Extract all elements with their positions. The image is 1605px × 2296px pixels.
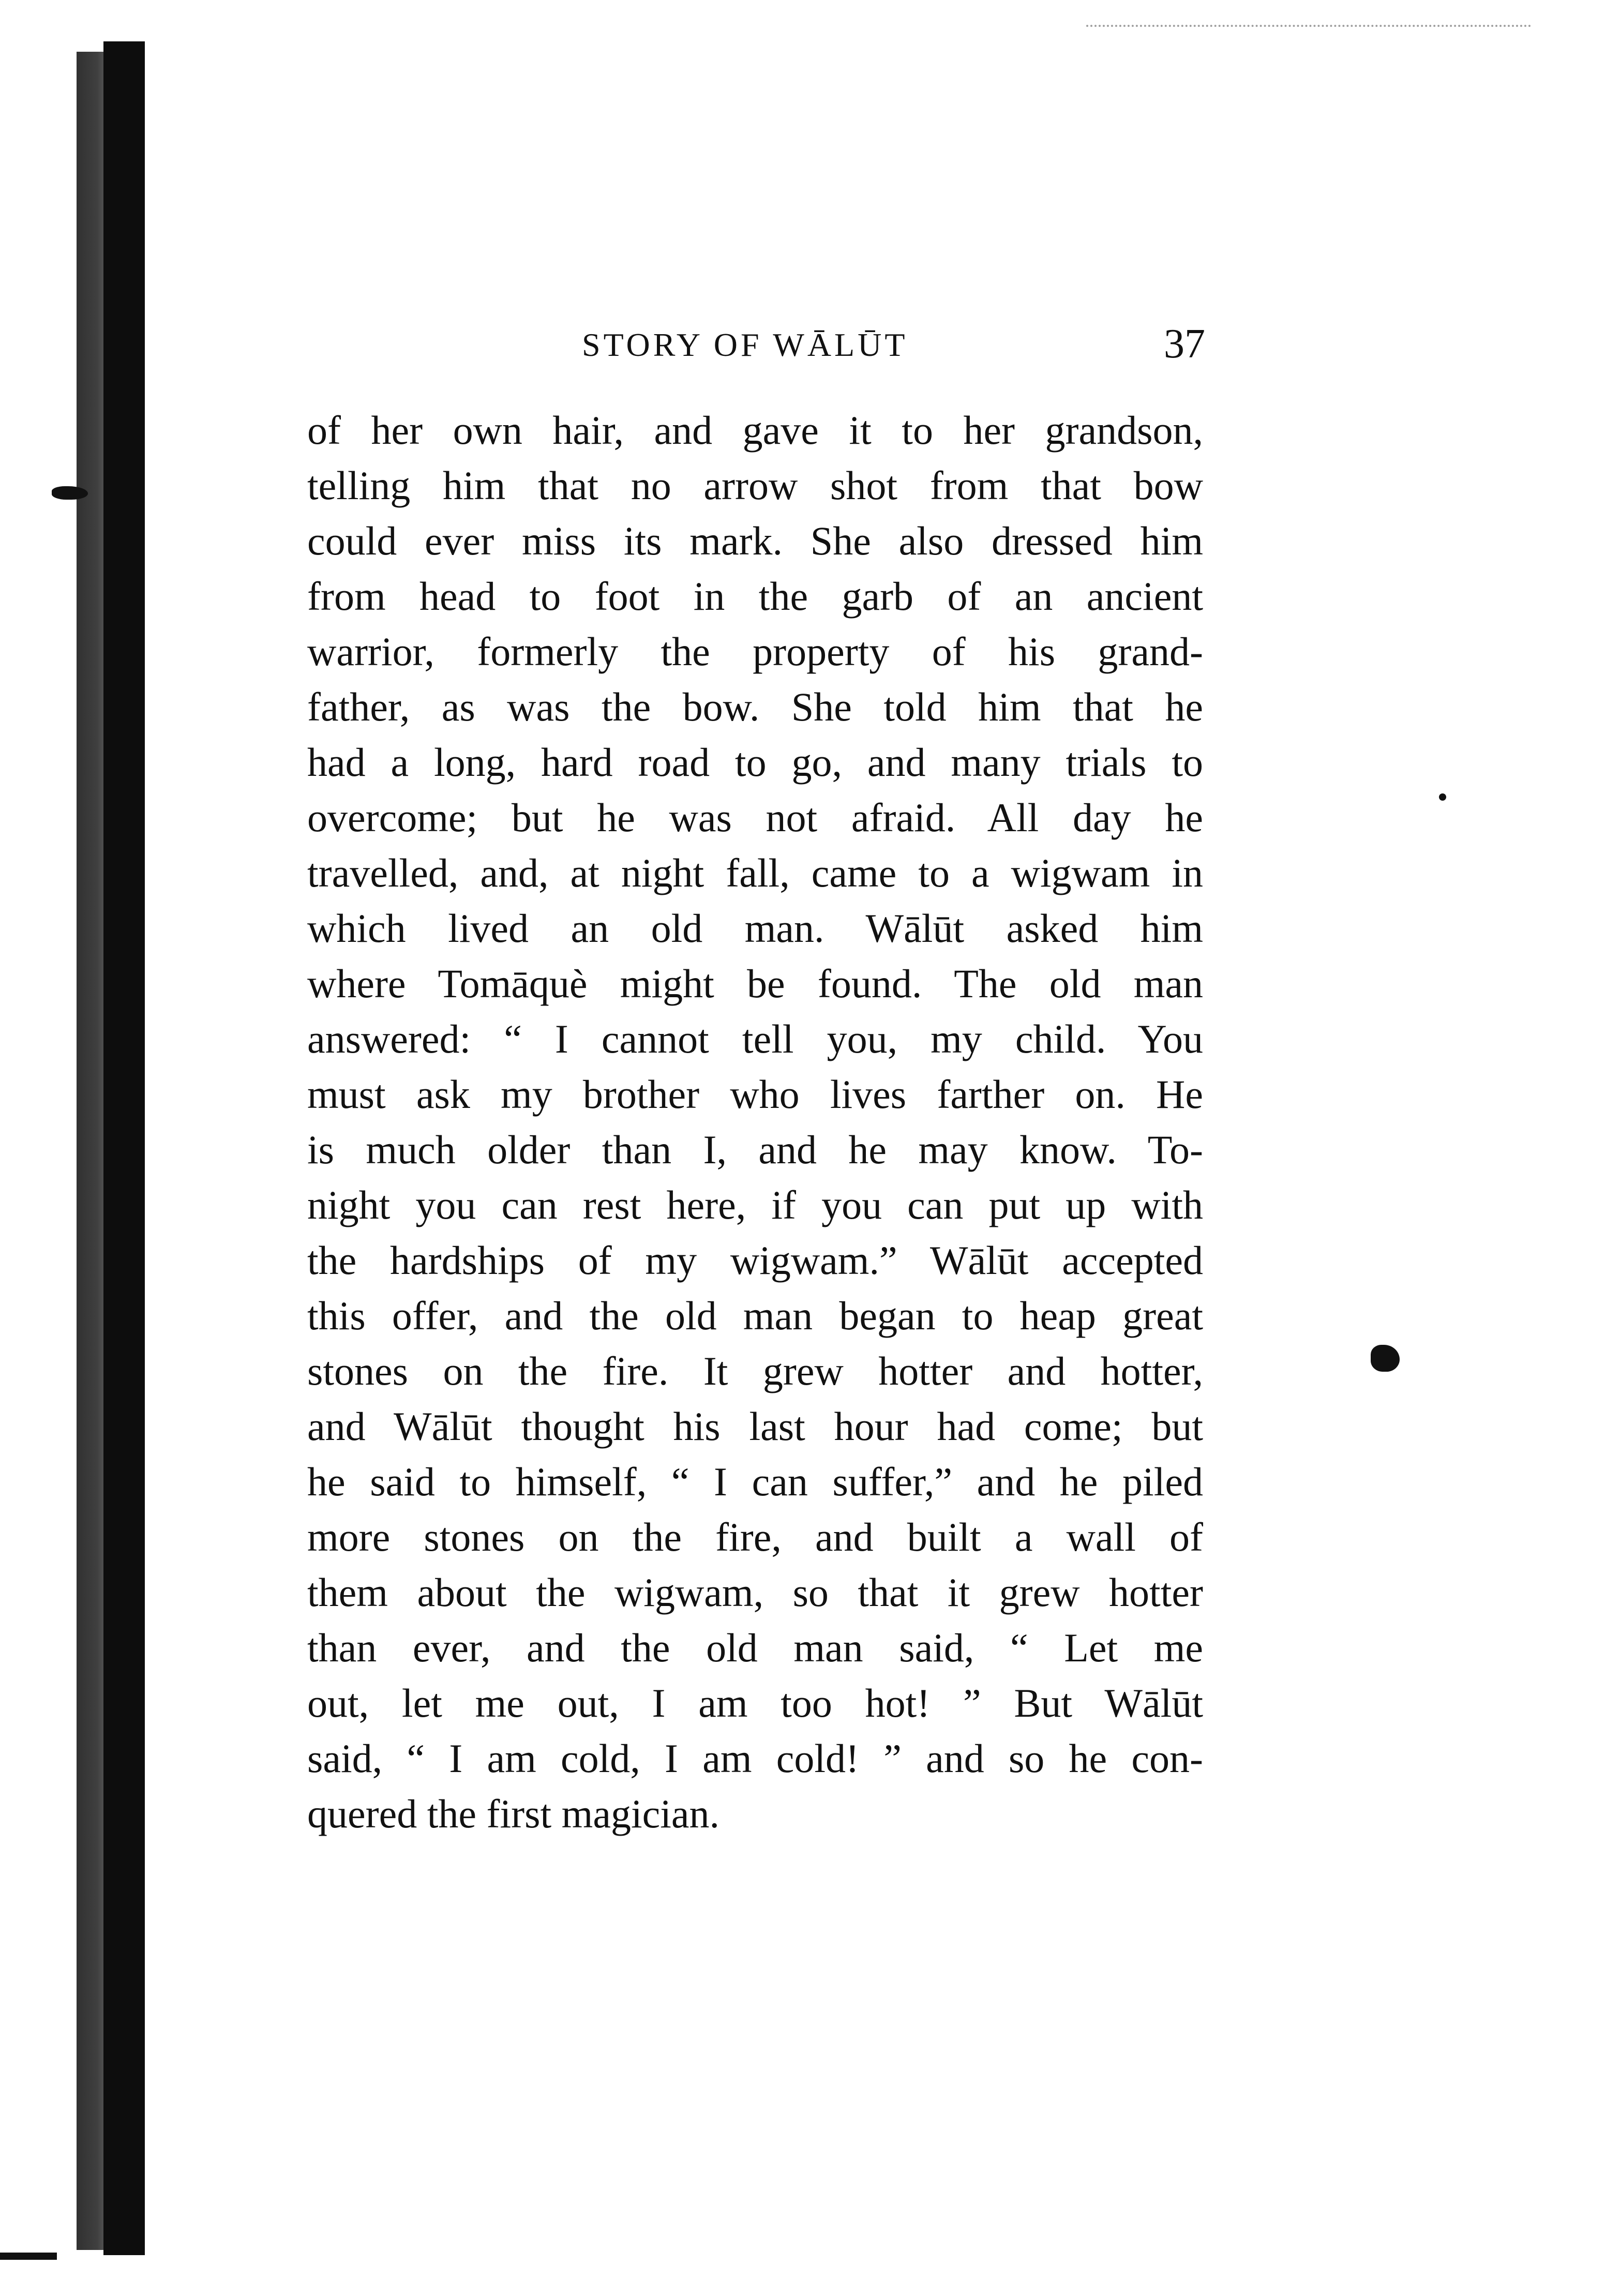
text-line: night you can rest here, if you can put up with	[307, 1182, 1203, 1227]
text-line: warrior, formerly the property of his grand-	[307, 629, 1203, 674]
text-line: could ever miss its mark. She also dressed him	[307, 518, 1203, 563]
text-line: from head to foot in the garb of an ancient	[307, 574, 1203, 619]
text-line: where Tomāquè might be found. The old man	[307, 961, 1203, 1006]
ink-dot-right	[1439, 793, 1446, 801]
text-line: the hardships of my wigwam.” Wālūt accepted	[307, 1238, 1203, 1283]
text-line: he said to himself, “ I can suffer,” and he piled	[307, 1459, 1203, 1504]
running-head: STORY OF WĀLŪT	[582, 326, 908, 363]
page-header	[305, 321, 1205, 367]
text-line: more stones on the fire, and built a wall of	[307, 1514, 1203, 1559]
text-line: is much older than I, and he may know. To-	[307, 1127, 1203, 1172]
scan-edge-mark	[0, 2253, 57, 2260]
text-line: must ask my brother who lives farther on. He	[307, 1072, 1203, 1117]
text-line: had a long, hard road to go, and many trials to	[307, 740, 1203, 785]
text-line: answered: “ I cannot tell you, my child. You	[307, 1016, 1203, 1061]
text-line: stones on the fire. It grew hotter and hotter,	[307, 1348, 1203, 1393]
text-line: them about the wigwam, so that it grew hotter	[307, 1570, 1203, 1615]
text-line: said, “ I am cold, I am cold! ” and so he con-	[307, 1736, 1203, 1781]
text-line: which lived an old man. Wālūt asked him	[307, 906, 1203, 951]
text-line: overcome; but he was not afraid. All day he	[307, 795, 1203, 840]
body-text	[307, 402, 1203, 1841]
scan-noise-specks	[1086, 25, 1531, 30]
text-line: telling him that no arrow shot from that bow	[307, 463, 1203, 508]
text-line: than ever, and the old man said, “ Let me	[307, 1625, 1203, 1670]
text-line: quered the first magician.	[307, 1791, 720, 1836]
text-line: out, let me out, I am too hot! ” But Wālūt	[307, 1680, 1203, 1725]
page-number: 37	[1164, 321, 1205, 367]
text-line: and Wālūt thought his last hour had come; but	[307, 1404, 1203, 1449]
text-line: of her own hair, and gave it to her grandson,	[307, 408, 1203, 453]
text-line: travelled, and, at night fall, came to a wigwam in	[307, 850, 1203, 895]
binding-gutter-edge	[103, 41, 145, 2255]
ink-blot-right	[1371, 1345, 1400, 1372]
text-line: this offer, and the old man began to heap great	[307, 1293, 1203, 1338]
ink-blot-left	[52, 486, 88, 500]
text-line: father, as was the bow. She told him that he	[307, 684, 1203, 729]
